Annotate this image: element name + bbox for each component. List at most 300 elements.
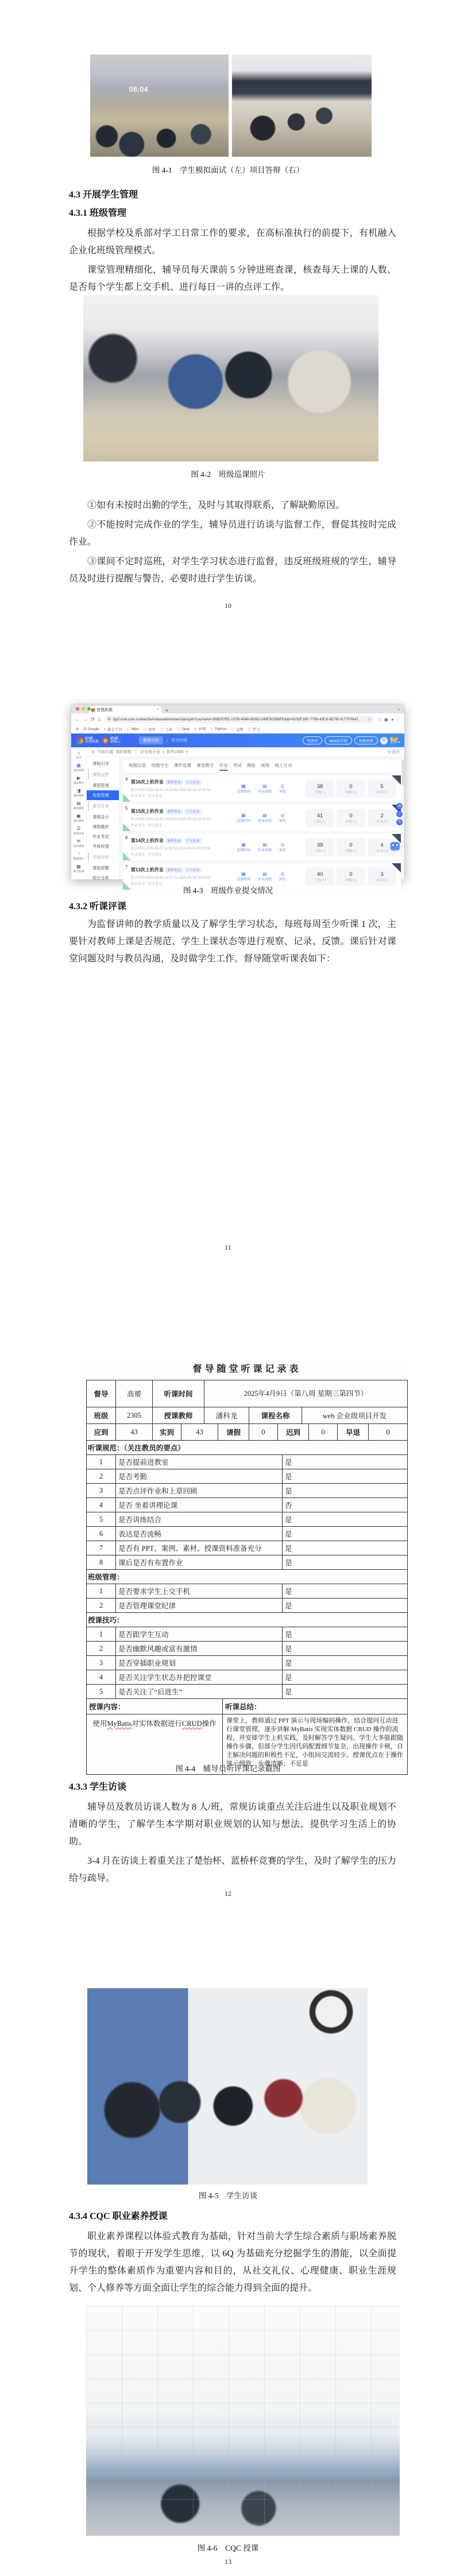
record-row-bottom-header [87,1698,407,1714]
date-part: 三 [331,1389,339,1398]
table-cell: web 企业级项目开发 [302,1407,407,1423]
assignment-title: 第15次上机作业 [131,809,164,814]
tab-课堂教学[interactable]: 课堂教学 [196,763,214,768]
action-设置时间[interactable] [237,813,250,823]
tab-测验[interactable]: 测验 [246,763,256,768]
forward-icon[interactable]: → [83,716,88,722]
browser-url-row [71,713,404,725]
course-submenu [87,757,119,879]
paragraph-block-433 [69,1799,396,1890]
rail-label: 我的题库 [73,806,84,810]
checklist-answer: 是 [282,1656,407,1670]
assignment-card [123,805,401,831]
status-ribbon [392,863,401,872]
bookmark-label: 通义千问 [107,727,122,732]
ai-assistant-robot-icon[interactable] [391,842,400,850]
home-icon: ⌂ [77,750,80,755]
assignment-tag: 课件作业 [165,867,183,873]
stat-label: 已批(人) [314,878,326,882]
figure-4-4-caption: 图 4-4 辅导员听评课记录截图 [175,1764,281,1773]
rail-item-数据统计[interactable] [71,849,86,862]
checklist-question: 课后是否有布置作业 [115,1555,282,1569]
assignment-info [131,867,233,886]
table-cell: 0 [308,1424,337,1440]
stat-label: 未交(人) [376,878,388,882]
action-预览[interactable] [279,871,286,882]
preview-icon: ◎ [280,871,285,876]
rail-item-调查问卷[interactable] [71,824,86,837]
bookmark-item[interactable] [104,727,122,732]
bookmarks-bar-items [83,727,260,732]
rail-label: 我的资源 [73,794,84,797]
floating-widgets [396,803,403,825]
left-icon-rail [71,747,87,879]
breadcrumb-course[interactable]: 企业级开发 [140,750,161,754]
grades-icon: ▤ [262,813,267,818]
table-cell: 早退 [337,1424,368,1440]
table-cell: 1 [99,1457,103,1466]
bookmark-label: Java [181,727,190,731]
content-token: 对实体数据进行 [132,1720,182,1728]
action-预览[interactable] [279,813,286,823]
folder-icon: ▢ [160,727,164,731]
corner-triangle-icon [123,852,131,860]
action-预览[interactable] [279,783,286,794]
date-part: 年 [258,1389,266,1398]
table-cell: 6 [99,1529,103,1538]
action-作业成绩[interactable] [258,813,272,823]
table-cell: 课程名称 [249,1407,302,1423]
textbook-icon: ▣ [76,813,81,818]
browser-tab[interactable] [88,706,162,713]
resource-library-button[interactable]: 资源库 [303,736,323,744]
stat-value: 0 [349,841,353,848]
date-part: 月 [269,1389,276,1398]
content-header: 授课内容： [89,1703,125,1711]
close-window-icon[interactable] [76,707,79,711]
stat-value: 2 [380,812,384,819]
stat-box [306,867,334,886]
table-cell: 5 [99,1687,103,1696]
bookmark-item[interactable] [83,727,99,731]
kebab-menu-icon[interactable]: ⋮ [396,716,401,722]
new-tab-icon[interactable]: + [165,708,169,713]
date-part: 日（第 [280,1389,302,1398]
submenu-item-课程管理[interactable]: 课程管理 [92,782,109,788]
assignment-tag: 个人作业 [184,779,202,785]
action-设置时间[interactable] [237,842,250,852]
bookmark-item[interactable] [160,727,172,732]
submenu-item-课程设计[interactable]: 课程设计 [92,814,109,820]
tab-search-icon[interactable]: ⌄ [397,706,401,711]
checklist-answer: 是 [282,1685,407,1698]
rail-item-首页[interactable] [71,748,86,761]
figure-4-3-browser-screenshot [71,704,405,886]
table-cell: 听课时间 [152,1380,204,1407]
user-menu[interactable] [390,737,400,744]
tab-线上互动[interactable]: 线上互动 [275,763,292,768]
maximize-window-icon[interactable] [87,707,91,711]
table-cell: 实到 [152,1424,181,1440]
rail-item-我的课程[interactable] [71,761,86,774]
action-label: 预览 [279,790,287,794]
class-admin-main [119,757,404,886]
assignment-tag: 个人作业 [184,809,202,814]
rail-label: 数据统计 [73,857,84,860]
bookmark-label: 软件 [148,727,156,732]
action-设置时间[interactable] [237,871,250,882]
checklist-answer: 是 [282,1469,407,1483]
survey-icon: ☰ [76,825,81,831]
content-token: MyBatis [107,1720,132,1728]
stat-box [306,838,334,856]
action-label: 设置时间 [237,820,251,823]
action-作业成绩[interactable] [258,842,272,852]
student-space-tab[interactable]: 学习空间 [171,739,187,743]
action-作业成绩[interactable] [258,871,272,882]
bookmark-label: 学习 [252,727,260,732]
table-cell: 43 [115,1424,152,1440]
assignment-actions [237,813,286,823]
date-part: 2025 [244,1389,258,1398]
date-part: ） [360,1389,368,1398]
photo-timestamp-overlay: 08:04 [129,85,148,94]
date-part: 第 [339,1389,346,1398]
bookmark-item[interactable] [177,727,190,731]
checklist-row [87,1627,407,1641]
stat-value: 41 [316,812,323,819]
address-bar[interactable] [104,716,374,723]
preview-icon: ◎ [280,842,285,847]
table-cell: 请假 [218,1424,249,1440]
folder-icon: ▢ [194,727,198,731]
checklist-question: 是否要求学生上交手机 [115,1584,282,1598]
assignment-info [131,837,233,857]
bookmark-item[interactable] [211,727,227,731]
apps-grid-icon[interactable]: ⊞ [76,727,79,731]
icve-brand-primary[interactable] [76,737,99,744]
checklist-answer: 是 [282,1627,407,1641]
stat-box [337,838,365,856]
page-number-11: 11 [225,1243,231,1251]
assignment-card [123,834,401,860]
checklist-question: 是否跟学生互动 [115,1627,282,1641]
table-cell: 0 [249,1424,277,1440]
ai-assistant-button[interactable]: 智能助教 [354,736,378,744]
table-cell: 2305 [115,1407,152,1423]
action-作业成绩[interactable] [258,783,272,794]
class-tabs [123,760,401,773]
status-ribbon [392,775,401,785]
submenu-item-课程运营: 课程运营 [88,770,119,779]
checklist-row [87,1454,407,1469]
set-time-icon: ▦ [241,783,246,789]
heading-4-3-1: 4.3.1 班级管理 [69,208,127,218]
figure-4-6-caption: 图 4-6 CQC 授课 [197,2544,259,2552]
paragraph-block-434 [69,2228,396,2299]
chevron-down-icon[interactable]: ▾ [163,750,165,754]
submenu-item-作业考试[interactable]: 作业考试 [92,833,109,839]
window-controls[interactable] [76,707,91,711]
paragraph-block-432 [69,916,396,970]
icve-header [71,734,404,747]
breadcrumb-location-label: 当前位置 [97,750,114,754]
action-label: 设置时间 [237,790,251,794]
paragraph: 3-4 月在访谈上着重关注了楚怡杯、蓝桥杯竞赛的学生，及时了解学生的压力给与疏导。 [69,1856,396,1883]
checklist-row [87,1512,407,1526]
breadcrumb [87,747,404,757]
table-cell: 潘科龙 [204,1407,249,1423]
assignment-requirement: 作业要求：暂无要求 [131,824,163,828]
checklist-question: 是否幽默风趣或富有激情 [115,1642,282,1655]
action-label: 预览 [279,878,287,882]
help-float-button[interactable]: ? [396,819,403,825]
assignment-title: 第16次上机作业 [131,779,164,785]
checklist-answer: 是 [282,1455,407,1469]
photo-mock-interview [90,55,229,157]
assignment-title-row [131,779,233,785]
submenu-item-课程预警[interactable]: 课程预警 [92,865,109,871]
assignment-title-row [131,837,233,844]
tab-作业[interactable]: 作业 [219,762,228,771]
folder-icon: ▢ [176,727,180,731]
checklist-question: 是否关注学生状态并把控课堂 [115,1670,282,1684]
rail-label: 首页 [76,756,82,759]
tab-考试[interactable]: 考试 [233,763,242,768]
my-courses-icon: ▦ [76,762,81,768]
assignment-actions [237,871,286,882]
favicon [91,708,95,712]
checklist-answer: 是 [282,1541,407,1555]
rail-item-我的资源[interactable] [71,786,86,799]
page-number-13: 13 [225,2558,231,2566]
location-icon: ◎ [91,750,95,754]
bookmark-item[interactable] [231,727,244,732]
breadcrumb-class[interactable]: 软件2305 [167,750,184,754]
tab-title: 智慧职教 [96,708,113,712]
brand2-top: iCVE [110,736,119,740]
bookmark-label: Python [215,727,227,731]
table-cell: 授课教师 [152,1407,204,1423]
assignment-requirement: 作业要求：暂无要求 [131,883,163,886]
minimize-window-icon[interactable] [82,707,85,711]
profile-status-icon[interactable]: ● [391,716,394,722]
assignment-stats [306,838,396,856]
back-icon[interactable]: ← [75,716,80,722]
checklist-answer: 是 [282,1555,407,1569]
avatar[interactable] [380,737,388,744]
monitor-icon: ▩ [76,863,81,869]
submenu-item-统计分析[interactable]: 统计分析 [92,875,109,880]
chevron-down-icon[interactable]: ▾ [186,750,188,754]
corner-triangle-icon [123,823,131,831]
submenu-item-课程题库[interactable]: 课程题库 [92,824,109,829]
mooc-college-button[interactable]: MOOC学院 [324,736,352,744]
close-tab-icon[interactable]: × [156,708,159,712]
heading-4-3-4: 4.3.4 CQC 职业素养授课 [69,2212,168,2221]
assignment-actions [237,783,286,794]
grades-icon: ▤ [262,783,267,789]
breadcrumb-separator: 〉 [134,750,138,754]
date-part: 四节 [346,1389,361,1398]
list-item-3: ③课间不定时巡班，对学生学习状态进行监督，违反班级班规的学生，辅导员及时进行提醒与警告，必要时进行学生访谈。 [69,557,396,584]
bookmark-item[interactable] [248,727,260,732]
photo-project-defense [232,55,372,157]
action-label: 设置时间 [237,878,251,882]
refresh-icon[interactable]: ⟳ [91,716,95,722]
submenu-item-考核权重[interactable]: 考核权重 [92,843,109,849]
stat-label: 未交(人) [376,849,388,853]
photo-cqc-class [86,2306,400,2536]
rail-item-课堂教学[interactable] [71,774,86,786]
action-设置时间[interactable] [237,783,250,794]
table-cell: 1 [99,1630,103,1638]
assignment-title: 第13次上机作业 [131,867,164,872]
bookmark-item[interactable] [144,727,156,732]
tab-班级学生[interactable]: 班级学生 [151,763,169,768]
figure-4-1-caption: 图 4-1 学生模拟面试（左）项目答辩（右） [152,166,304,174]
tab-成绩[interactable]: 成绩 [261,763,270,768]
rail-item-我的题库[interactable] [71,799,86,812]
checklist-row [87,1670,407,1684]
stat-label: 已批(人) [314,820,326,824]
table-cell: 0 [368,1424,407,1440]
checklist-question: 是否有 PPT、案例、素材、授课资料准备充分 [115,1541,282,1555]
assignment-stats [306,809,396,827]
download-float-button[interactable]: ↓ [396,811,403,817]
assignment-title-row [131,808,233,814]
content-token: CRUD [181,1720,202,1728]
table-cell: 应到 [94,1429,109,1437]
checklist-answer: 是 [282,1642,407,1655]
stat-value: 39 [316,841,323,848]
bookmark-item[interactable] [126,727,139,731]
table-cell: 2 [99,1472,103,1480]
stat-box [306,809,334,827]
checklist-row [87,1684,407,1698]
breadcrumb-root[interactable]: 我的课程 [115,750,132,754]
checklist-row [87,1526,407,1541]
stat-value: 38 [316,783,323,790]
record-row-attendance [87,1423,407,1440]
date-part: 周 星期 [308,1389,332,1398]
record-row-class [87,1407,407,1423]
rail-item-教学监测[interactable] [71,862,86,875]
brand2-sub: 职教云 [110,740,121,744]
assignment-info [131,808,233,828]
back-label: 返回 [392,750,400,754]
home-icon[interactable]: ⌂ [98,716,101,722]
stat-label: 已批(人) [314,790,326,794]
action-预览[interactable] [279,842,286,852]
rail-item-消息通知[interactable] [71,837,86,849]
rail-label: 消息通知 [73,844,84,848]
paragraph: 辅导员及教员访谈人数为 8 人/班，常规访谈重点关注后进生以及职业规划不清晰的学生，了解学生本学期对职业规划的认知与想法，提供学习生活上的协助。 [69,1802,396,1846]
record-table [86,1380,408,1775]
stat-label: 未交(人) [376,820,388,824]
stat-label: 未批(人) [345,849,357,853]
bookmark-star-icon[interactable]: ☆ [367,716,372,722]
back-link[interactable] [387,749,400,755]
contact-float-button[interactable]: ☏ [396,803,403,809]
zhijiaoyun-logo-icon [102,738,109,744]
return-icon: ⟲ [387,750,391,754]
record-table-title: 督导随堂听课记录表 [192,1364,302,1374]
checklist-row [87,1584,407,1598]
extension-icon[interactable]: ⬡ [377,716,381,722]
page-number-10: 10 [225,602,231,610]
bookmark-label: https [131,727,140,731]
vip-badge: VIP [390,737,398,740]
checklist-row [87,1641,407,1655]
assignment-number: 7 [125,864,128,870]
assignment-time: 起止时间 2025-05-20 10:23:48-2025-05-29 12:00:00 [131,788,211,792]
stat-box [337,867,365,886]
submenu-item-教学任务: 教学任务 [88,801,119,811]
date-part: 9 [276,1389,280,1398]
assignment-time: 起止时间 2025-05-22 11:58:02-2025-05-30 00:00:00 [131,847,211,851]
stat-value: 0 [349,812,353,819]
submenu-item-班级管理[interactable]: 班级管理 [87,790,119,800]
section-header: 听课规范：（关注教员的要点） [87,1440,407,1454]
checklist-row [87,1498,407,1512]
stat-value: 4 [380,841,384,848]
my-resources-icon: ◨ [76,787,81,793]
folder-icon: ▢ [248,727,252,731]
statistics-icon: ◔ [77,851,80,856]
table-cell: 8 [99,1558,103,1566]
stat-value: 0 [349,871,353,878]
stat-label: 未交(人) [376,790,388,794]
rail-label: 我的课程 [73,769,84,772]
icve-brand-secondary[interactable] [102,737,121,744]
icve-body [71,747,404,886]
figure-4-5-caption: 图 4-5 学生访谈 [198,2191,258,2200]
table-cell: 迟到 [277,1424,308,1440]
assignment-tag: 个人作业 [184,867,202,873]
tab-课件设置[interactable]: 课件设置 [173,763,192,768]
downloads-icon[interactable]: ▣ [384,716,388,722]
stat-value: 3 [380,871,384,878]
section-header: 授课技巧： [87,1612,407,1627]
checklist-answer: 是 [282,1484,407,1498]
teacher-space-tab[interactable]: 教师空间 [139,736,163,744]
heading-4-3-3: 4.3.3 学生访谈 [69,1782,127,1792]
action-label: 作业成绩 [258,878,272,882]
stat-label: 未批(人) [345,820,357,824]
action-label: 预览 [279,849,287,852]
checklist-question: 是否考勤 [115,1469,282,1483]
bookmark-item[interactable] [194,727,206,731]
table-cell: 3 [99,1486,103,1495]
page-number-12: 12 [225,1890,231,1898]
checklist-row [87,1469,407,1483]
folder-icon: ▢ [144,727,148,731]
submenu-item-课程引导[interactable]: 课程引导 [92,761,109,766]
tab-班级信息[interactable]: 班级信息 [129,763,146,768]
table-cell: 7 [99,1543,103,1552]
rail-item-我的教材[interactable] [71,812,86,824]
scrollbar[interactable] [402,759,404,786]
assignment-number: 6 [125,835,128,840]
table-cell: 4 [99,1673,103,1681]
site-settings-icon[interactable]: ⚙ [107,717,111,721]
table-cell: 高赟 [115,1380,152,1407]
checklist-answer: 是 [282,1512,407,1526]
action-label: 作业成绩 [258,820,272,823]
table-cell: 2 [99,1644,103,1652]
photo-class-patrol [83,295,378,461]
